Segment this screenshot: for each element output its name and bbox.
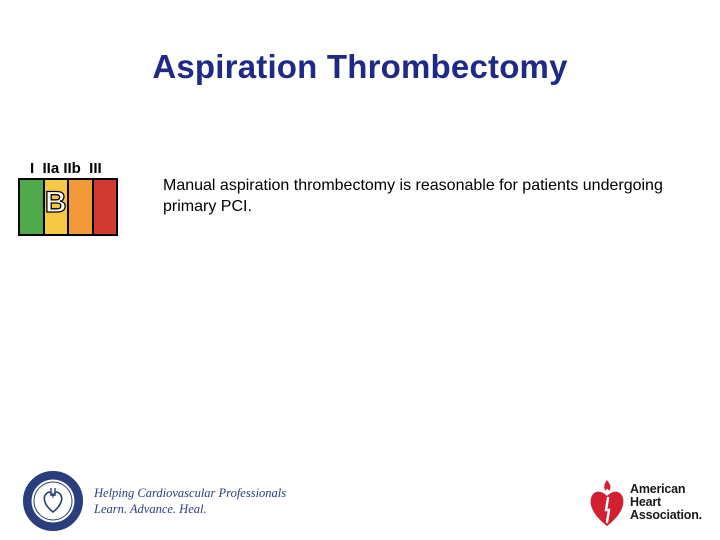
acc-tagline-line-1: Helping Cardiovascular Professionals — [94, 486, 287, 500]
class-of-recommendation-box — [18, 178, 118, 236]
aha-line-2: Heart — [630, 494, 661, 509]
aha-footer — [588, 476, 702, 528]
acc-tagline-line-2: Learn. Advance. Heal. — [94, 502, 207, 516]
class-iib-segment — [69, 180, 92, 234]
class-iii-segment — [94, 180, 117, 234]
acc-footer — [22, 470, 286, 532]
aha-heart-torch-icon — [588, 476, 626, 528]
class-i-segment — [20, 180, 43, 234]
aha-wordmark — [630, 483, 702, 522]
aha-line-3: Association. — [630, 507, 702, 522]
recommendation-text: Manual aspiration thrombectomy is reasonable for patients undergoing primary PCI. — [163, 177, 663, 215]
acc-tagline — [94, 485, 286, 517]
slide-title: Aspiration Thrombectomy — [152, 48, 568, 85]
class-of-recommendation-header: I IIa IIb III — [30, 160, 102, 177]
level-of-evidence-label: B — [44, 186, 67, 219]
acc-seal-icon — [22, 470, 84, 532]
class-iia-segment — [45, 180, 68, 234]
aha-line-1: American — [630, 481, 686, 496]
